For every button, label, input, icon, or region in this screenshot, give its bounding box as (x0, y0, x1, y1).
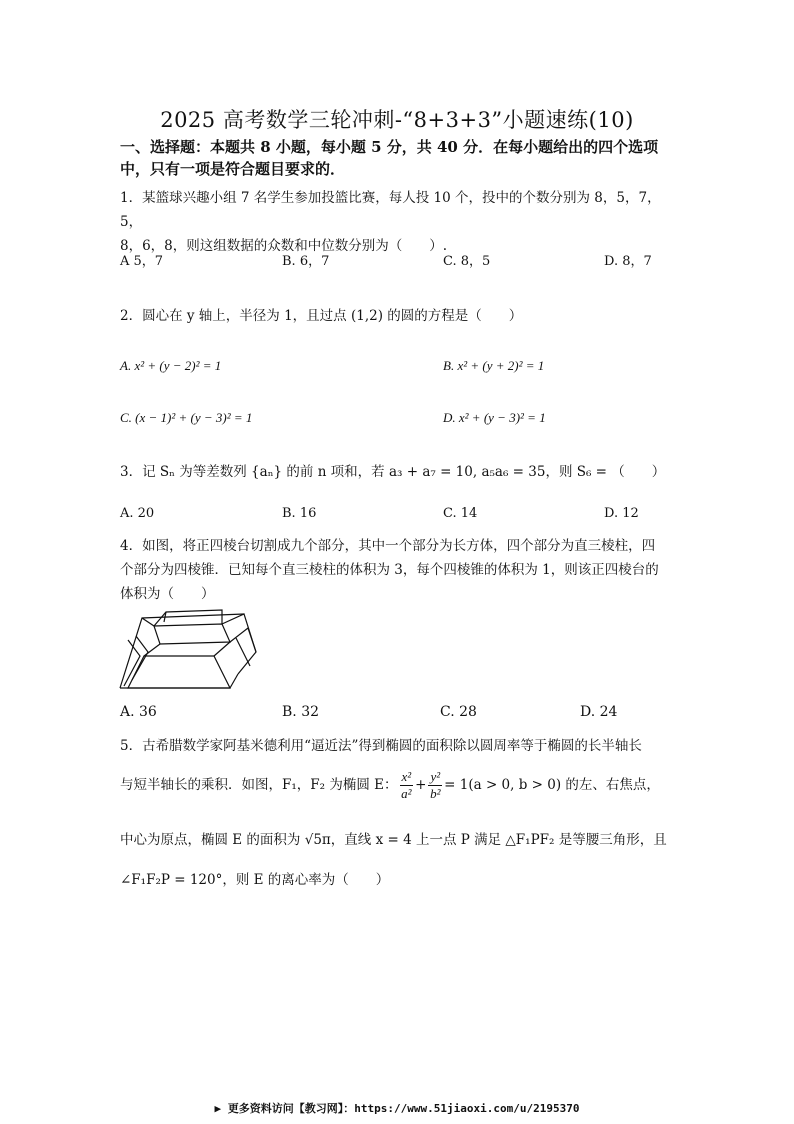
question-1-line-2: 8，6，8，则这组数据的众数和中位数分别为（ ）. (120, 238, 448, 254)
fraction-x-denominator: a² (401, 786, 412, 801)
q3-option-b: B. 16 (282, 506, 317, 521)
question-1-line-1: 1．某篮球兴趣小组 7 名学生参加投篮比赛，每人投 10 个，投中的个数分别为 8，5，7，5， (120, 190, 661, 230)
q4-option-b: B. 32 (282, 704, 320, 720)
fraction-x-over-a (400, 769, 414, 802)
question-5-line-2-end: = 1(a > 0, b > 0) 的左、右焦点， (444, 777, 660, 793)
q3-option-a: A. 20 (120, 506, 155, 521)
section-heading-line-1: 一、选择题：本题共 8 小题，每小题 5 分，共 40 分．在每小题给出的四个选项 (120, 138, 659, 156)
fraction-x-numerator: x² (401, 769, 412, 784)
question-4-line-2: 个部分为四棱锥．已知每个直三棱柱的体积为 3，每个四棱锥的体积为 1，则该正四棱台的 (120, 562, 659, 578)
section-heading (120, 136, 680, 180)
q1-option-a: A 5，7 (120, 254, 164, 269)
q1-option-c: C. 8，5 (443, 254, 491, 269)
q4-option-d: D. 24 (580, 704, 618, 720)
fraction-y-numerator: y² (430, 769, 441, 784)
question-5-line-3: 中心为原点，椭圆 E 的面积为 √5π，直线 x = 4 上一点 P 满足 △F₁PF₂ 是等腰三角形，且 (120, 832, 667, 848)
q2-option-a: A. x² + (y − 2)² = 1 (120, 358, 222, 373)
fraction-y-over-b (428, 769, 442, 802)
question-5-line-1: 5．古希腊数学家阿基米德利用“逼近法”得到椭圆的面积除以圆周率等于椭圆的长半轴长 (120, 738, 642, 754)
question-5-line-2-start: 与短半轴长的乘积．如图，F₁，F₂ 为椭圆 E： (120, 777, 398, 793)
question-4-line-3: 体积为（ ） (120, 586, 215, 602)
question-5-line-2 (120, 766, 680, 804)
q1-option-d: D. 8，7 (604, 254, 652, 269)
q2-option-b: B. x² + (y + 2)² = 1 (443, 358, 545, 373)
question-3: 3．记 Sₙ 为等差数列 {aₙ} 的前 n 项和，若 a₃ + a₇ = 10, a₅a₆ = 35，则 S₆ = （ ） (120, 464, 666, 480)
footer-link[interactable]: ▶ 更多资料访问【教习网】：https://www.51jiaoxi.com/u/2195370 (214, 1102, 580, 1115)
q2-option-c: C. (x − 1)² + (y − 3)² = 1 (120, 410, 253, 425)
question-5-line-4: ∠F₁F₂P = 120°，则 E 的离心率为（ ） (120, 872, 390, 888)
plus-sign: + (415, 777, 427, 793)
q3-option-d: D. 12 (604, 506, 639, 521)
q4-option-c: C. 28 (440, 704, 477, 720)
question-4 (120, 534, 680, 606)
q4-option-a: A. 36 (120, 704, 157, 720)
question-4-line-1: 4．如图，将正四棱台切割成九个部分，其中一个部分为长方体，四个部分为直三棱柱，四 (120, 538, 656, 554)
question-2: 2．圆心在 y 轴上，半径为 1，且过点 (1,2) 的圆的方程是（ ） (120, 308, 523, 324)
q3-option-c: C. 14 (443, 506, 478, 521)
frustum-figure (118, 608, 258, 690)
q1-option-b: B. 6，7 (282, 254, 330, 269)
section-heading-line-2: 中，只有一项是符合题目要求的． (120, 160, 346, 178)
question-1 (120, 186, 680, 258)
fraction-y-denominator: b² (430, 786, 441, 801)
page-title: 2025 高考数学三轮冲刺-“8+3+3”小题速练(10) (160, 108, 634, 132)
q2-option-d: D. x² + (y − 3)² = 1 (443, 410, 546, 425)
